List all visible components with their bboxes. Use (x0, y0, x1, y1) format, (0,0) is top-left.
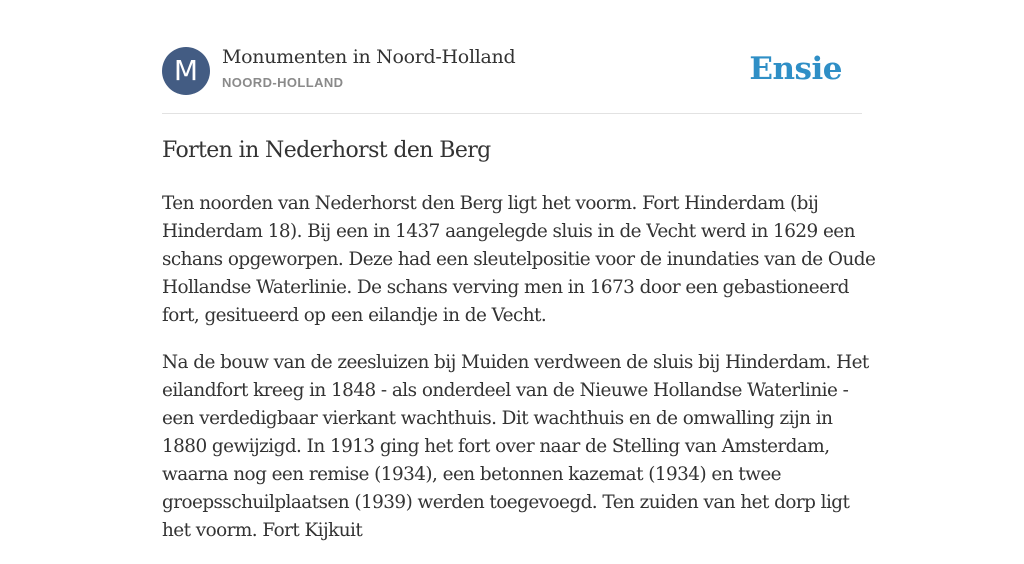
site-subtitle[interactable]: NOORD-HOLLAND (222, 75, 344, 90)
avatar[interactable]: M (162, 47, 210, 95)
site-title[interactable]: Monumenten in Noord-Holland (222, 46, 516, 68)
header (162, 46, 862, 96)
header-divider (162, 113, 862, 114)
brand-logo[interactable]: Ensie (749, 51, 842, 87)
article-paragraph: Na de bouw van de zeesluizen bij Muiden verdween de sluis bij Hinderdam. Het eilandfort kreeg in 1848 - als onderdeel van de Nieuwe Hollandse Waterlinie - een verdedigbaar vierkant wachthuis. Dit wachthuis en de omwalling zijn in 1880 gewijzigd. In 1913 ging het fort over naar de Stelling van Amsterdam, waarna nog een remise (1934), een betonnen kazemat (1934) en twee groepsschuilplaatsen (1939) werden toegevoegd. Ten zuiden van het dorp ligt het voorm. Fort Kijkuit (162, 352, 869, 541)
article-title: Forten in Nederhorst den Berg (162, 138, 491, 163)
article-body (162, 190, 882, 564)
article-paragraph: Ten noorden van Nederhorst den Berg ligt het voorm. Fort Hinderdam (bij Hinderdam 18). Bij een in 1437 aangelegde sluis in de Vecht werd in 1629 een schans opgeworpen. Deze had een sleutelpositie voor de inundaties van de Oude Hollandse Waterlinie. De schans verving men in 1673 door een gebastioneerd fort, gesitueerd op een eilandje in de Vecht. (162, 193, 876, 326)
